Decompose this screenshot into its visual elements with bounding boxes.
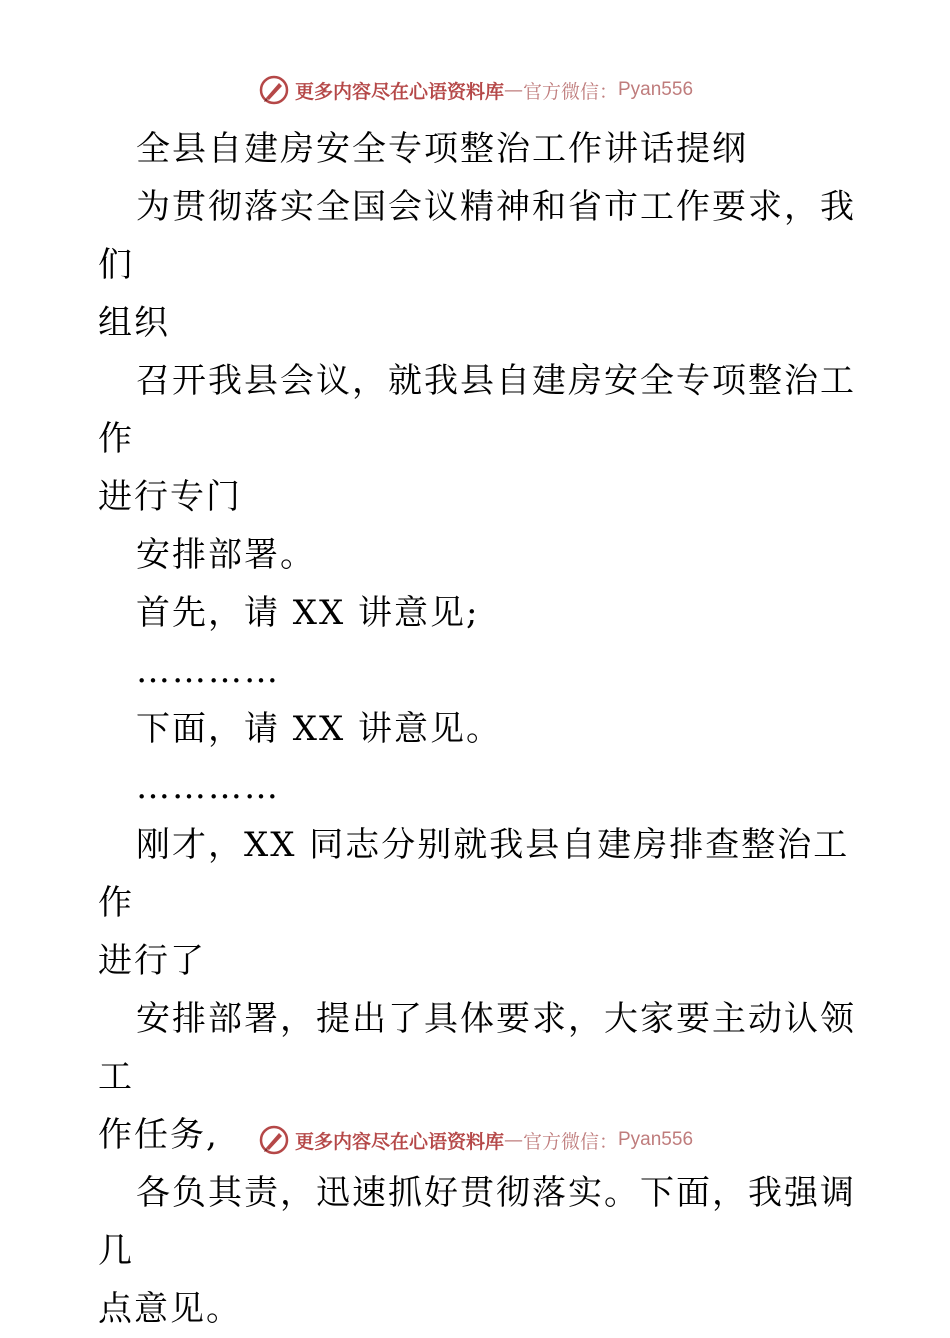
ellipsis-line: ………… (136, 767, 280, 807)
document-title: 全县自建房安全专项整治工作讲话提纲 (136, 129, 748, 169)
paragraph-line: 点意见。 (98, 1289, 242, 1329)
watermark-sub-text: 官方微信： (522, 1130, 618, 1153)
paragraph-line: 首先，请 XX 讲意见; (136, 593, 480, 633)
header-watermark (0, 70, 950, 110)
paragraph-line: 进行专门 (98, 477, 242, 517)
paragraph-line: 为贯彻落实全国会议精神和省市工作要求，我们 (98, 187, 856, 285)
paragraph-line: 刚才，XX 同志分别就我县自建房排查整治工作 (98, 825, 850, 923)
watermark-dash: — (503, 1129, 523, 1151)
paragraph-line: 各负其责，迅速抓好贯彻落实。下面，我强调几 (98, 1173, 856, 1271)
watermark-main-text: 更多内容尽在心语资料库 (294, 1130, 504, 1153)
paragraph-line: 组织 (98, 303, 170, 343)
paragraph-line: 召开我县会议，就我县自建房安全专项整治工作 (98, 361, 856, 459)
paragraph-line: 下面，请 XX 讲意见。 (136, 709, 503, 749)
pen-logo-icon (257, 1123, 291, 1157)
watermark-main-text: 更多内容尽在心语资料库 (294, 80, 504, 103)
footer-watermark (0, 1120, 950, 1160)
watermark-id-text: Pyan556 (618, 1129, 694, 1150)
paragraph-line: 进行了 (98, 941, 206, 981)
paragraph-line: 安排部署。 (136, 535, 316, 575)
watermark-dash: — (503, 79, 523, 101)
watermark-id-text: Pyan556 (618, 79, 694, 100)
pen-logo-icon (257, 73, 291, 107)
watermark-sub-text: 官方微信： (522, 80, 618, 103)
paragraph-line: 安排部署，提出了具体要求，大家要主动认领工 (98, 999, 856, 1097)
paragraph-line: 作任务, (98, 1115, 219, 1155)
ellipsis-line: ………… (136, 651, 280, 691)
